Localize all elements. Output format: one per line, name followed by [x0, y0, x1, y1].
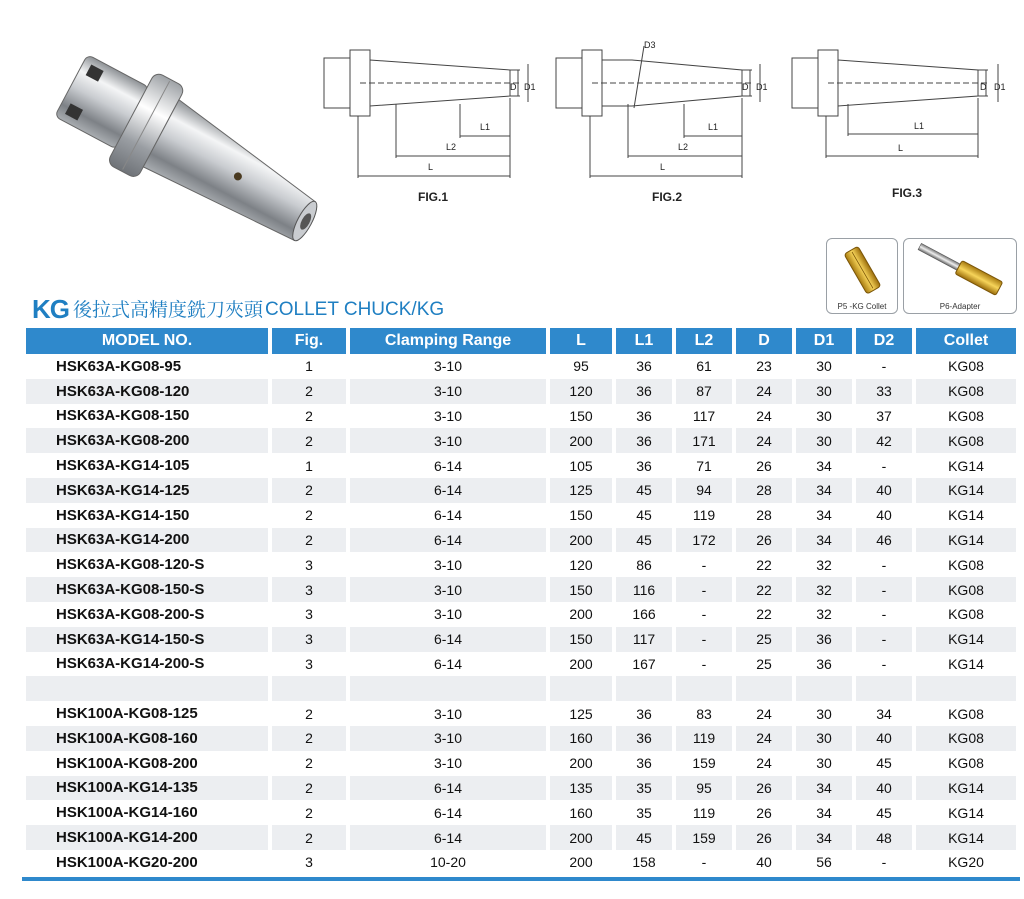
- table-cell: 119: [676, 503, 732, 528]
- table-row: [26, 453, 1016, 478]
- table-cell: 150: [550, 627, 612, 652]
- table-cell: [676, 676, 732, 701]
- table-cell: 24: [736, 751, 792, 776]
- model-cell: HSK100A-KG08-160: [26, 726, 268, 751]
- table-cell: 95: [676, 776, 732, 801]
- collet-icon: [827, 239, 898, 299]
- model-cell: HSK63A-KG14-125: [26, 478, 268, 503]
- table-cell: -: [856, 577, 912, 602]
- table-cell: 117: [616, 627, 672, 652]
- table-cell: 3: [272, 850, 346, 875]
- table-cell: 30: [796, 354, 852, 379]
- bottom-rule: [22, 877, 1020, 881]
- table-cell: KG14: [916, 627, 1016, 652]
- column-header: L: [550, 328, 612, 354]
- adapter-icon: [904, 239, 1017, 299]
- table-cell: -: [856, 552, 912, 577]
- table-cell: 10-20: [350, 850, 546, 875]
- model-cell: HSK100A-KG08-200: [26, 751, 268, 776]
- table-row: [26, 726, 1016, 751]
- table-cell: -: [676, 652, 732, 677]
- table-cell: -: [676, 577, 732, 602]
- table-cell: 119: [676, 800, 732, 825]
- table-cell: 3: [272, 627, 346, 652]
- table-cell: 45: [616, 478, 672, 503]
- dim-d1: D1: [994, 82, 1006, 92]
- table-cell: 36: [616, 354, 672, 379]
- table-cell: 45: [856, 800, 912, 825]
- table-cell: 171: [676, 428, 732, 453]
- table-cell: 3-10: [350, 751, 546, 776]
- table-cell: 40: [856, 478, 912, 503]
- table-cell: KG14: [916, 825, 1016, 850]
- table-cell: KG08: [916, 577, 1016, 602]
- model-cell: HSK63A-KG08-120: [26, 379, 268, 404]
- table-cell: 45: [616, 825, 672, 850]
- table-row: [26, 776, 1016, 801]
- table-cell: 200: [550, 428, 612, 453]
- table-cell: 23: [736, 354, 792, 379]
- table-cell: 6-14: [350, 503, 546, 528]
- accessory-collet[interactable]: [826, 238, 898, 314]
- table-cell: 2: [272, 751, 346, 776]
- table-row: [26, 379, 1016, 404]
- table-cell: 125: [550, 478, 612, 503]
- table-cell: 6-14: [350, 652, 546, 677]
- table-cell: 200: [550, 751, 612, 776]
- table-cell: [856, 676, 912, 701]
- table-cell: 36: [616, 726, 672, 751]
- table-cell: 36: [616, 751, 672, 776]
- dim-d1: D1: [756, 82, 768, 92]
- model-cell: HSK100A-KG14-135: [26, 776, 268, 801]
- table-cell: 3-10: [350, 354, 546, 379]
- table-cell: -: [856, 602, 912, 627]
- table-cell: 28: [736, 478, 792, 503]
- dim-l2: L2: [678, 142, 689, 152]
- table-cell: 22: [736, 602, 792, 627]
- table-cell: -: [676, 602, 732, 627]
- table-cell: 2: [272, 726, 346, 751]
- table-cell: -: [856, 453, 912, 478]
- table-cell: 6-14: [350, 453, 546, 478]
- model-cell: HSK63A-KG14-150-S: [26, 627, 268, 652]
- column-header: Collet: [916, 328, 1016, 354]
- table-row: [26, 676, 1016, 701]
- column-header: D2: [856, 328, 912, 354]
- table-cell: -: [856, 627, 912, 652]
- table-row: [26, 428, 1016, 453]
- table-cell: 34: [796, 453, 852, 478]
- table-cell: 34: [796, 503, 852, 528]
- table-cell: 42: [856, 428, 912, 453]
- table-cell: 40: [856, 726, 912, 751]
- table-cell: 159: [676, 825, 732, 850]
- table-cell: 32: [796, 552, 852, 577]
- table-cell: 116: [616, 577, 672, 602]
- spec-table: [22, 328, 1020, 875]
- table-cell: 95: [550, 354, 612, 379]
- table-cell: [916, 676, 1016, 701]
- table-cell: 25: [736, 627, 792, 652]
- table-cell: 125: [550, 701, 612, 726]
- table-header: [26, 328, 1016, 354]
- dim-l1: L1: [914, 121, 925, 131]
- table-cell: 22: [736, 577, 792, 602]
- dim-l: L: [428, 162, 434, 172]
- table-row: [26, 751, 1016, 776]
- dim-l1: L1: [480, 122, 491, 132]
- table-cell: 22: [736, 552, 792, 577]
- table-cell: 56: [796, 850, 852, 875]
- table-cell: 1: [272, 354, 346, 379]
- table-cell: 150: [550, 503, 612, 528]
- table-cell: 32: [796, 602, 852, 627]
- title-kg: KG: [32, 294, 69, 324]
- table-cell: 30: [796, 404, 852, 429]
- model-cell: HSK63A-KG08-95: [26, 354, 268, 379]
- table-cell: -: [856, 354, 912, 379]
- table-cell: 6-14: [350, 528, 546, 553]
- table-cell: -: [856, 652, 912, 677]
- table-cell: 3: [272, 602, 346, 627]
- table-cell: 87: [676, 379, 732, 404]
- table-cell: 25: [736, 652, 792, 677]
- table-cell: 34: [796, 825, 852, 850]
- table-cell: 167: [616, 652, 672, 677]
- dim-l: L: [660, 162, 666, 172]
- table-cell: KG14: [916, 776, 1016, 801]
- table-cell: -: [856, 850, 912, 875]
- dim-d1: D1: [524, 82, 536, 92]
- table-cell: 45: [616, 503, 672, 528]
- table-row: [26, 552, 1016, 577]
- model-cell: HSK63A-KG08-200: [26, 428, 268, 453]
- table-cell: 34: [796, 528, 852, 553]
- table-cell: 120: [550, 379, 612, 404]
- table-cell: [550, 676, 612, 701]
- table-row: [26, 528, 1016, 553]
- column-header: Clamping Range: [350, 328, 546, 354]
- dim-d: D: [980, 82, 987, 92]
- table-cell: 34: [796, 776, 852, 801]
- table-cell: 172: [676, 528, 732, 553]
- table-cell: 26: [736, 776, 792, 801]
- table-cell: 3-10: [350, 602, 546, 627]
- table-cell: KG08: [916, 404, 1016, 429]
- figure-2: [552, 38, 772, 208]
- table-cell: 48: [856, 825, 912, 850]
- title-english: COLLET CHUCK/KG: [265, 299, 445, 320]
- table-cell: 3: [272, 652, 346, 677]
- table-cell: 3-10: [350, 404, 546, 429]
- table-row: [26, 354, 1016, 379]
- table-cell: KG20: [916, 850, 1016, 875]
- table-cell: [796, 676, 852, 701]
- table-cell: 30: [796, 701, 852, 726]
- table-cell: 36: [796, 652, 852, 677]
- table-cell: 94: [676, 478, 732, 503]
- column-header: L1: [616, 328, 672, 354]
- table-cell: 34: [796, 478, 852, 503]
- table-cell: 2: [272, 503, 346, 528]
- table-cell: KG14: [916, 478, 1016, 503]
- table-cell: 36: [616, 701, 672, 726]
- model-cell: HSK63A-KG14-105: [26, 453, 268, 478]
- column-header: L2: [676, 328, 732, 354]
- model-cell: HSK63A-KG14-200: [26, 528, 268, 553]
- table-cell: 71: [676, 453, 732, 478]
- table-row: [26, 800, 1016, 825]
- table-row: [26, 850, 1016, 875]
- product-photo: [40, 40, 360, 280]
- table-cell: 24: [736, 701, 792, 726]
- figure-3-label: FIG.3: [892, 186, 923, 200]
- table-cell: 36: [616, 379, 672, 404]
- table-cell: 26: [736, 453, 792, 478]
- table-row: [26, 478, 1016, 503]
- table-cell: 40: [736, 850, 792, 875]
- table-cell: -: [676, 627, 732, 652]
- table-cell: [272, 676, 346, 701]
- table-cell: 150: [550, 404, 612, 429]
- model-cell: HSK100A-KG14-200: [26, 825, 268, 850]
- column-header: Fig.: [272, 328, 346, 354]
- table-cell: 3-10: [350, 726, 546, 751]
- table-row: [26, 404, 1016, 429]
- table-cell: 3-10: [350, 428, 546, 453]
- table-cell: 6-14: [350, 800, 546, 825]
- table-row: [26, 627, 1016, 652]
- dim-d: D: [742, 82, 749, 92]
- table-cell: 2: [272, 478, 346, 503]
- table-cell: 117: [676, 404, 732, 429]
- table-cell: 46: [856, 528, 912, 553]
- table-cell: [616, 676, 672, 701]
- title-chinese: 後拉式高精度銑刀夾頭: [73, 299, 264, 321]
- table-cell: 40: [856, 776, 912, 801]
- table-cell: 2: [272, 800, 346, 825]
- table-cell: 3-10: [350, 701, 546, 726]
- table-cell: 200: [550, 825, 612, 850]
- table-cell: 30: [796, 428, 852, 453]
- table-row: [26, 602, 1016, 627]
- table-cell: 166: [616, 602, 672, 627]
- table-cell: 2: [272, 379, 346, 404]
- dim-d: D: [510, 82, 517, 92]
- model-cell: [26, 676, 268, 701]
- table-cell: KG08: [916, 354, 1016, 379]
- dim-l: L: [898, 143, 904, 153]
- table-cell: 24: [736, 726, 792, 751]
- table-row: [26, 577, 1016, 602]
- table-cell: 160: [550, 726, 612, 751]
- table-cell: 45: [616, 528, 672, 553]
- table-cell: KG14: [916, 652, 1016, 677]
- table-cell: [350, 676, 546, 701]
- table-row: [26, 701, 1016, 726]
- table-cell: KG14: [916, 800, 1016, 825]
- model-cell: HSK100A-KG14-160: [26, 800, 268, 825]
- model-cell: HSK63A-KG08-200-S: [26, 602, 268, 627]
- table-row: [26, 652, 1016, 677]
- table-cell: 6-14: [350, 627, 546, 652]
- table-cell: 26: [736, 528, 792, 553]
- table-cell: 30: [796, 726, 852, 751]
- table-cell: 200: [550, 850, 612, 875]
- table-cell: KG08: [916, 602, 1016, 627]
- table-cell: 135: [550, 776, 612, 801]
- table-cell: 30: [796, 751, 852, 776]
- table-cell: 24: [736, 428, 792, 453]
- table-cell: KG08: [916, 701, 1016, 726]
- model-cell: HSK63A-KG08-150-S: [26, 577, 268, 602]
- column-header: MODEL NO.: [26, 328, 268, 354]
- accessory-collet-label: P5 -KG Collet: [837, 302, 887, 311]
- model-cell: HSK63A-KG14-150: [26, 503, 268, 528]
- figure-2-label: FIG.2: [652, 190, 683, 204]
- table-cell: 3-10: [350, 552, 546, 577]
- table-cell: KG08: [916, 751, 1016, 776]
- table-cell: 36: [796, 627, 852, 652]
- dim-d3: D3: [644, 40, 656, 50]
- table-cell: 28: [736, 503, 792, 528]
- table-cell: 160: [550, 800, 612, 825]
- table-cell: 2: [272, 825, 346, 850]
- table-row: [26, 503, 1016, 528]
- table-cell: 6-14: [350, 776, 546, 801]
- table-cell: 3-10: [350, 379, 546, 404]
- table-cell: 24: [736, 404, 792, 429]
- model-cell: HSK100A-KG20-200: [26, 850, 268, 875]
- table-cell: 3-10: [350, 577, 546, 602]
- table-cell: 150: [550, 577, 612, 602]
- table-cell: 2: [272, 528, 346, 553]
- table-cell: -: [676, 552, 732, 577]
- table-cell: 34: [796, 800, 852, 825]
- table-cell: 30: [796, 379, 852, 404]
- table-cell: KG08: [916, 552, 1016, 577]
- model-cell: HSK63A-KG08-120-S: [26, 552, 268, 577]
- table-cell: 36: [616, 404, 672, 429]
- table-cell: 200: [550, 602, 612, 627]
- table-cell: 26: [736, 825, 792, 850]
- table-cell: 35: [616, 776, 672, 801]
- dim-l1: L1: [708, 122, 719, 132]
- table-cell: 61: [676, 354, 732, 379]
- accessory-adapter-label: P6-Adapter: [939, 302, 981, 311]
- table-cell: 159: [676, 751, 732, 776]
- model-cell: HSK63A-KG14-200-S: [26, 652, 268, 677]
- table-cell: 26: [736, 800, 792, 825]
- table-cell: 3: [272, 577, 346, 602]
- table-cell: 37: [856, 404, 912, 429]
- table-cell: 33: [856, 379, 912, 404]
- table-cell: 2: [272, 776, 346, 801]
- table-cell: 34: [856, 701, 912, 726]
- table-cell: 119: [676, 726, 732, 751]
- dim-l2: L2: [446, 142, 457, 152]
- table-cell: 200: [550, 528, 612, 553]
- table-cell: KG14: [916, 528, 1016, 553]
- table-cell: 105: [550, 453, 612, 478]
- table-cell: [736, 676, 792, 701]
- table-cell: KG08: [916, 726, 1016, 751]
- table-cell: KG14: [916, 503, 1016, 528]
- table-cell: 86: [616, 552, 672, 577]
- model-cell: HSK100A-KG08-125: [26, 701, 268, 726]
- table-cell: 2: [272, 701, 346, 726]
- table-cell: 36: [616, 453, 672, 478]
- table-cell: 120: [550, 552, 612, 577]
- table-cell: 158: [616, 850, 672, 875]
- table-row: [26, 825, 1016, 850]
- table-cell: 200: [550, 652, 612, 677]
- figure-1-label: FIG.1: [418, 190, 449, 204]
- table-cell: 36: [616, 428, 672, 453]
- table-cell: 6-14: [350, 825, 546, 850]
- figure-3: [788, 38, 1014, 208]
- table-cell: 2: [272, 428, 346, 453]
- column-header: D1: [796, 328, 852, 354]
- table-cell: 83: [676, 701, 732, 726]
- table-cell: 32: [796, 577, 852, 602]
- table-cell: 40: [856, 503, 912, 528]
- table-cell: 24: [736, 379, 792, 404]
- column-header: D: [736, 328, 792, 354]
- table-cell: 6-14: [350, 478, 546, 503]
- table-cell: KG08: [916, 379, 1016, 404]
- table-cell: 1: [272, 453, 346, 478]
- table-cell: KG08: [916, 428, 1016, 453]
- table-cell: 35: [616, 800, 672, 825]
- table-cell: 2: [272, 404, 346, 429]
- figure-1: [320, 38, 540, 208]
- accessory-adapter[interactable]: [903, 238, 1017, 314]
- table-cell: -: [676, 850, 732, 875]
- table-cell: 45: [856, 751, 912, 776]
- model-cell: HSK63A-KG08-150: [26, 404, 268, 429]
- table-cell: 3: [272, 552, 346, 577]
- table-cell: KG14: [916, 453, 1016, 478]
- section-title: [32, 292, 444, 322]
